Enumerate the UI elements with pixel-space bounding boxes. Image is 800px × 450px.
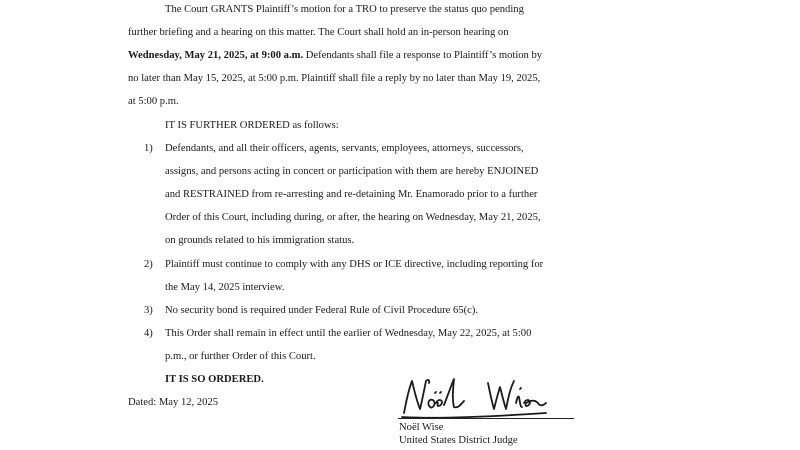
intro-line-5: at 5:00 p.m. — [128, 96, 179, 107]
intro-line-4: no later than May 15, 2025, at 5:00 p.m. Plaintiff shall file a reply by no later than May 19, 2025, — [128, 73, 541, 84]
item-1-line-3: and RESTRAINED from re-arresting and re-detaining Mr. Enamorado prior to a further — [165, 189, 538, 200]
item-1-line-4: Order of this Court, including during, or after, the hearing on Wednesday, May 21, 2025, — [165, 212, 541, 223]
judge-name: Noël Wise — [399, 422, 444, 433]
item-2-line-1: Plaintiff must continue to comply with any DHS or ICE directive, including reporting for — [165, 259, 544, 270]
dated-line: Dated: May 12, 2025 — [128, 397, 219, 408]
item-3-number: 3) — [144, 305, 153, 316]
item-1-number: 1) — [144, 143, 153, 154]
signature-line — [398, 418, 574, 419]
item-4-line-1: This Order shall remain in effect until the earlier of Wednesday, May 22, 2025, at 5:00 — [165, 328, 532, 339]
judge-title: United States District Judge — [399, 435, 518, 446]
further-ordered-heading: IT IS FURTHER ORDERED as follows: — [165, 120, 339, 131]
item-4-line-2: p.m., or further Order of this Court. — [165, 351, 316, 362]
intro-line-3 — [128, 51, 542, 62]
item-3-line-1: No security bond is required under Federal Rule of Civil Procedure 65(c). — [165, 305, 479, 316]
hearing-date: Wednesday, May 21, 2025, at 9:00 a.m. — [128, 50, 304, 61]
item-2-line-2: the May 14, 2025 interview. — [165, 282, 285, 293]
intro-line-2: further briefing and a hearing on this matter. The Court shall hold an in-person hearing on — [128, 27, 509, 38]
so-ordered-text: IT IS SO ORDERED. — [165, 374, 264, 385]
judge-signature — [396, 373, 576, 423]
item-2-number: 2) — [144, 259, 153, 270]
response-deadline-text: Defendants shall file a response to Plaintiff’s motion by — [303, 50, 543, 61]
item-1-line-5: on grounds related to his immigration status. — [165, 235, 355, 246]
intro-line-1: The Court GRANTS Plaintiff’s motion for a TRO to preserve the status quo pending — [165, 4, 524, 15]
item-1-line-2: assigns, and persons acting in concert or participation with them are hereby ENJOINED — [165, 166, 539, 177]
item-4-number: 4) — [144, 328, 153, 339]
item-1-line-1: Defendants, and all their officers, agents, servants, employees, attorneys, successors, — [165, 143, 524, 154]
